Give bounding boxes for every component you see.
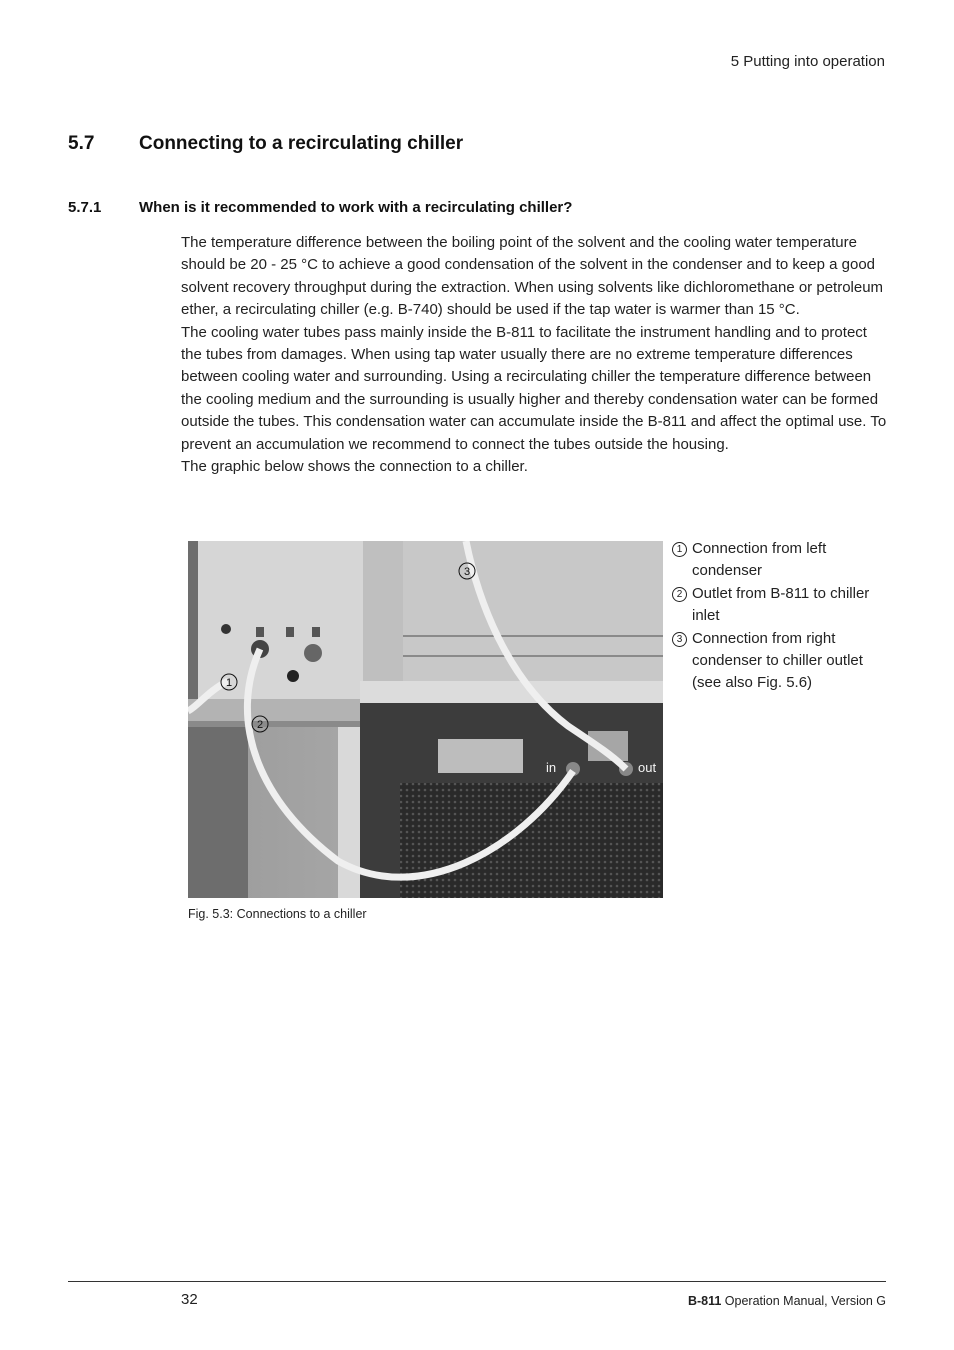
footer-manual: Operation Manual, Version G <box>724 1294 886 1308</box>
b811-housing <box>198 541 363 699</box>
body-text <box>181 232 887 478</box>
legend-item <box>672 583 887 628</box>
paragraph-temperature: The temperature difference between the boiling point of the solvent and the cooling water temperature should be 20 - 25 °C to achieve a good condensation of the solvent in the condenser and to keep a good solvent recovery throughput during the extraction. When using solvents like dichloromethane or petroleum ether, a recirculating chiller (e.g. B-740) should be used if the tap water is warmer than 15 °C. <box>181 234 884 319</box>
legend-number: 2 <box>672 587 687 602</box>
legend-text: Connection from left condenser <box>692 540 827 580</box>
svg-text:3: 3 <box>463 566 471 578</box>
section-number: 5.7 <box>68 133 95 154</box>
label-out: out <box>638 760 657 775</box>
running-header: 5 Putting into operation <box>730 53 885 70</box>
bench-top <box>188 699 373 721</box>
chiller-grille <box>400 783 663 898</box>
figure-legend <box>672 538 887 695</box>
svg-text:1: 1 <box>225 677 233 689</box>
subsection-title: When is it recommended to work with a recirculating chiller? <box>139 199 573 216</box>
section-heading <box>68 133 463 155</box>
legend-item <box>672 628 887 695</box>
legend-number: 1 <box>672 542 687 557</box>
page-number: 32 <box>181 1291 198 1308</box>
figure-chiller-photo <box>188 541 663 898</box>
legend-text: Outlet from B-811 to chiller inlet <box>692 584 870 625</box>
paragraph-graphic-intro: The graphic below shows the connection to a chiller. <box>181 458 528 476</box>
footer-divider <box>68 1281 886 1282</box>
label-in: in <box>546 760 557 775</box>
legend-text: Connection from right condenser to chiller outlet (see also Fig. 5.6) <box>692 629 863 692</box>
figure-caption: Fig. 5.3: Connections to a chiller <box>188 907 367 921</box>
subsection-number: 5.7.1 <box>68 199 102 216</box>
chiller-label-plate <box>438 739 523 773</box>
legend-item <box>672 538 887 583</box>
section-title: Connecting to a recirculating chiller <box>139 133 464 154</box>
footer-document-title <box>688 1294 886 1308</box>
subsection-heading <box>68 199 572 216</box>
background-cabinet <box>403 541 663 681</box>
legend-number: 3 <box>672 632 687 647</box>
footer-product: B-811 <box>687 1294 722 1308</box>
paragraph-tubes: The cooling water tubes pass mainly inside the B-811 to facilitate the instrument handling and to protect the tubes from damages. When using tap water usually there are no extreme temperature differences between cooling water and surrounding. Using a recirculating chiller the temperature difference between the cooling medium and the surrounding is usually higher and thereby condensation water can be formed outside the tubes. This condensation water can accumulate inside the B-811 and affect the optimal use. To prevent an accumulation we recommend to connect the tubes outside the housing. <box>181 323 887 453</box>
photo-illustration <box>188 541 663 898</box>
svg-text:2: 2 <box>256 719 264 731</box>
